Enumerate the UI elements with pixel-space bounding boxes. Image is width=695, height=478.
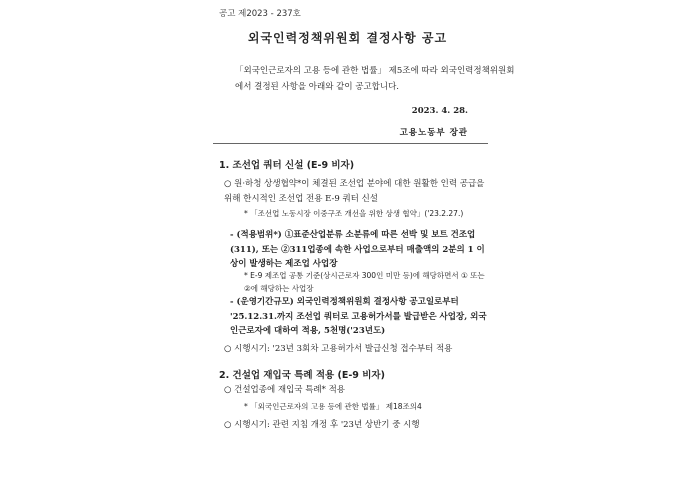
section1-heading: 1. 조선업 쿼터 신설 (E-9 비자): [219, 160, 355, 171]
divider: [213, 143, 488, 144]
section1-scope: - (적용범위*) ①표준산업분류 소분류에 따른 선박 및 보트 건조업(311), 또는 ②311업종에 속한 사업으로부터 매출액의 2분의 1 이상이 발생하는 제조업 사업장: [230, 230, 485, 269]
section2-item1: ○ 건설업종에 재입국 특례* 적용: [224, 385, 346, 395]
section1-scope-note: * E-9 제조업 공통 기준(상시근로자 300인 미만 등)에 해당하면서 ① 또는 ②에 해당하는 사업장: [244, 271, 485, 293]
section1-effective: ○ 시행시기: '23년 3회차 고용허가서 발급신청 접수부터 적용: [224, 344, 453, 354]
section1-item1-note: * 「조선업 노동시장 이중구조 개선을 위한 상생 협약」('23.2.27.): [244, 209, 464, 218]
section2-heading: 2. 건설업 재입국 특례 적용 (E-9 비자): [219, 370, 385, 381]
page-title: 외국인력정책위원회 결정사항 공고: [247, 31, 448, 45]
section2-item1-note: * 「외국인근로자의 고용 등에 관한 법률」 제18조의4: [244, 402, 422, 411]
section2-effective: ○ 시행시기: 관련 지침 개정 후 '23년 상반기 중 시행: [224, 420, 420, 430]
notice-number: 공고 제2023 - 237호: [219, 9, 301, 19]
section1-period: - (운영기간규모) 외국인력정책위원회 결정사항 공고일로부터 '25.12.31.까지 조선업 쿼터로 고용허가서를 발급받은 사업장, 외국인근로자에 대하여 적용, 5천명('23년도): [230, 297, 487, 336]
notice-date: 2023. 4. 28.: [411, 106, 468, 116]
section1-item1: ○ 원·하청 상생협약*이 체결된 조선업 분야에 대한 원활한 인력 공급을 위해 한시적인 조선업 전용 E-9 쿼터 신설: [224, 179, 485, 204]
intro-paragraph: 「외국인근로자의 고용 등에 관한 법률」 제5조에 따라 외국인력정책위원회에서 결정된 사항을 아래와 같이 공고합니다.: [235, 66, 515, 92]
issuer-name: 고용노동부 장관: [399, 128, 468, 138]
